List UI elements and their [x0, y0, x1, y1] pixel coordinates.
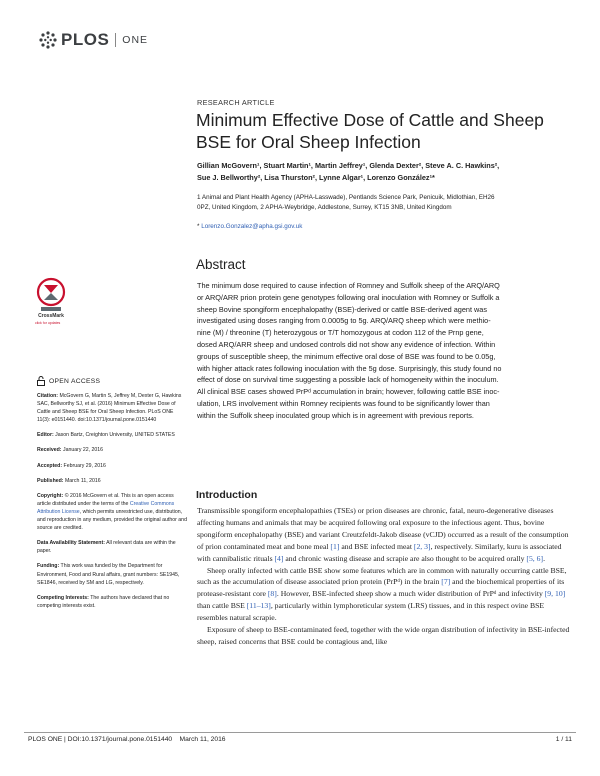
abstract-line: dosed ARQ/ARR sheep and undosed controls did not show any evidence of infection. Within [197, 339, 496, 349]
plos-dots-icon [38, 30, 58, 50]
open-access-label: OPEN ACCESS [49, 377, 101, 385]
funding-label: Funding: [37, 563, 60, 570]
corresponding-email [197, 223, 302, 230]
data-availability-text: All relevant data are within the paper. [37, 540, 176, 555]
received-date: January 22, 2016 [62, 447, 104, 454]
journal-name: ONE [122, 34, 149, 46]
abstract-heading: Abstract [196, 257, 246, 272]
abstract-line: or ARQ/ARR prion protein gene genotypes following oral inoculation with Romney or Suffolk a [197, 292, 500, 302]
paragraph-text: Sheep orally infected with cattle BSE show some features which are in common with naturally occurring cattle BSE, such as the accumulation of disease associated prion protein (PrPᵈ) in the brain [197, 565, 567, 587]
affiliations [197, 193, 572, 212]
article-metadata-sidebar [37, 392, 187, 617]
paragraph-text: , respectively. Similarly, kuru is associated with cannibalistic rituals [197, 541, 562, 563]
intro-paragraph-3 [197, 624, 575, 648]
abstract-line: with higher attack rates following inoculation with the 5g dose. Surprisingly, this study found no [197, 363, 502, 373]
paragraph-text: Exposure of sheep to BSE-contaminated feed, together with the wide organ distribution of infectivity in BSE-infected sheep, raised concerns that BSE could be contagious and, like [197, 625, 570, 646]
funding-text: This work was funded by the Department for Environment, Food and Rural affairs, grant numbers: SE1945, SE1846, received by SM and LG, respectively. [37, 563, 180, 586]
email-prefix: * [197, 223, 202, 230]
reference-link[interactable]: [9, 10] [544, 589, 566, 599]
reference-link[interactable]: [4] [274, 553, 284, 563]
reference-link[interactable]: [8] [267, 589, 277, 599]
author-line: Gillian McGovern¹, Stuart Martin¹, Martin Jeffrey¹, Glenda Dexter², Steve A. C. Hawkins², [197, 161, 500, 170]
competing-interests-label: Competing Interests: [37, 594, 89, 601]
published-date: March 11, 2016 [64, 477, 101, 484]
data-availability-label: Data Availability Statement: [37, 540, 105, 547]
abstract-line: effect of dose on survival time suggesting a possible lack of homogeneity within the inoculum. [197, 375, 499, 385]
abstract-line: sheep Bovine spongiform encephalopathy (BSE)-derived or cattle BSE-derived agent was [197, 304, 488, 314]
abstract-line: investigated using doses ranging from 0.0005g to 5g. ARQ/ARQ sheep which were methio- [197, 316, 491, 326]
article-title: Minimum Effective Dose of Cattle and Sheep BSE for Oral Sheep Infection [196, 110, 544, 152]
abstract-body [197, 280, 573, 422]
open-access-badge [37, 376, 100, 386]
paragraph-text: than cattle BSE [197, 601, 247, 611]
author-line: Sue J. Bellworthy², Lisa Thurston², Lynne Algar¹, Lorenzo González¹* [197, 172, 435, 182]
received-block [37, 446, 187, 454]
citation-label: Citation: [37, 393, 59, 399]
copyright-text-end: , which permits unrestricted use, distribution, and reproduction in any medium, provided the original author and source are credited. [37, 508, 187, 532]
introduction-body [197, 505, 575, 648]
editor-block [37, 431, 187, 439]
abstract-line: groups of susceptible sheep, the minimum effective oral dose of BSE was found to be 0.05g, [197, 351, 496, 361]
published-label: Published: [37, 477, 64, 484]
abstract-line: nine (M) / threonine (T) heterozygous or T/T homozygous at codon 112 of the Prnp gene, [197, 328, 484, 338]
footer-divider [24, 732, 576, 733]
reference-link[interactable]: [7] [441, 577, 451, 587]
intro-paragraph-2 [197, 565, 575, 625]
competing-interests-text: The authors have declared that no competing interests exist. [37, 594, 170, 609]
paragraph-text: , particularly within lymphoreticular system (LRS) tissues, and in this respect ovine BSE resembles natural scrapie. [197, 601, 545, 623]
page-number: 1 / 11 [555, 736, 572, 743]
reference-link[interactable]: [5, 6] [526, 553, 544, 563]
citation-block [37, 392, 187, 424]
article-type-label: RESEARCH ARTICLE [197, 98, 275, 107]
data-availability-block [37, 539, 187, 555]
paragraph-text: . [543, 553, 545, 563]
license-link[interactable]: Creative Commons Attribution License [37, 500, 175, 515]
reference-link[interactable]: [1] [330, 541, 340, 551]
paragraph-text: and BSE infected meat [339, 541, 414, 551]
editor-text: Jason Bartz, Creighton University, UNITED STATES [55, 432, 175, 439]
citation-text: McGovern G, Martin S, Jeffrey M, Dexter G, Hawkins SAC, Bellworthy SJ, et al. (2016) Minimum Effective Dose of Cattle and Sheep BSE for Oral Sheep Infection. PLoS ONE 11(3): e0151440. doi:10.1371/journal.pone.0151440 [37, 393, 182, 424]
published-block [37, 477, 187, 485]
email-link[interactable]: Lorenzo.Gonzalez@apha.gsi.gov.uk [201, 223, 303, 230]
competing-interests-block [37, 594, 187, 610]
paragraph-text: Transmissible spongiform encephalopathies (TSEs) or prion diseases are chronic, fatal, neuro-degenerative diseases affecting humans and animals that may be acquired following oral exposure to the infectious agent. Thus, bovine spongiform encephalopathy (BSE) and variant Creutzfeldt-Jakob disease (vCJD) occurred as a result of the consumption of prion contaminated meat and bone meal [197, 506, 569, 551]
journal-brand: PLOS [61, 30, 110, 49]
svg-text:CrossMark: CrossMark [38, 313, 64, 319]
paragraph-text: and the biochemical properties of its protease-resistant core [197, 577, 565, 599]
journal-logo[interactable] [38, 29, 148, 51]
abstract-line: ulation, LRS involvement within Romney recipients was found to be significantly lower than [197, 398, 490, 408]
accepted-label: Accepted: [37, 462, 63, 469]
crossmark-icon[interactable] [36, 277, 66, 319]
reference-link[interactable]: [11–13] [246, 601, 271, 611]
crossmark-caption[interactable]: click for updates [35, 321, 61, 325]
author-list [197, 160, 567, 183]
introduction-heading: Introduction [196, 489, 258, 501]
received-label: Received: [37, 447, 62, 454]
logo-divider [115, 33, 116, 47]
reference-link[interactable]: [2, 3] [413, 541, 431, 551]
open-lock-icon [37, 376, 45, 386]
intro-paragraph-1 [197, 505, 575, 565]
affiliation-line: 0PZ, United Kingdom, 2 APHA-Weybridge, Addlestone, Surrey, KT15 3NB, United Kingdom [197, 203, 452, 211]
paragraph-text: . However, BSE-infected sheep show a much wider distribution of PrPᵈ and infectivity [276, 589, 545, 599]
paragraph-text: and chronic wasting disease and scrapie are also thought to be acquired orally [283, 553, 527, 563]
copyright-text: © 2016 McGovern et al. This is an open access article distributed under the terms of the [37, 492, 174, 507]
editor-label: Editor: [37, 432, 54, 439]
abstract-line: All clinical BSE cases showed PrPᵈ accumulation in brain; however, following cattle BSE inoc- [197, 387, 500, 397]
accepted-block [37, 462, 187, 470]
affiliation-line: 1 Animal and Plant Health Agency (APHA-Lasswade), Pentlands Science Park, Penicuik, Midlothian, EH26 [197, 194, 495, 201]
abstract-line: within the Suffolk sheep inoculated group which is in agreement with previous reports. [197, 410, 474, 420]
footer-citation: PLOS ONE | DOI:10.1371/journal.pone.0151440 March 11, 2016 [28, 736, 226, 743]
copyright-block [37, 492, 187, 532]
accepted-date: February 29, 2016 [63, 462, 106, 469]
abstract-line: The minimum dose required to cause infection of Romney and Suffolk sheep of the ARQ/ARQ [197, 281, 500, 290]
funding-block [37, 562, 187, 586]
copyright-label: Copyright: [37, 492, 64, 499]
